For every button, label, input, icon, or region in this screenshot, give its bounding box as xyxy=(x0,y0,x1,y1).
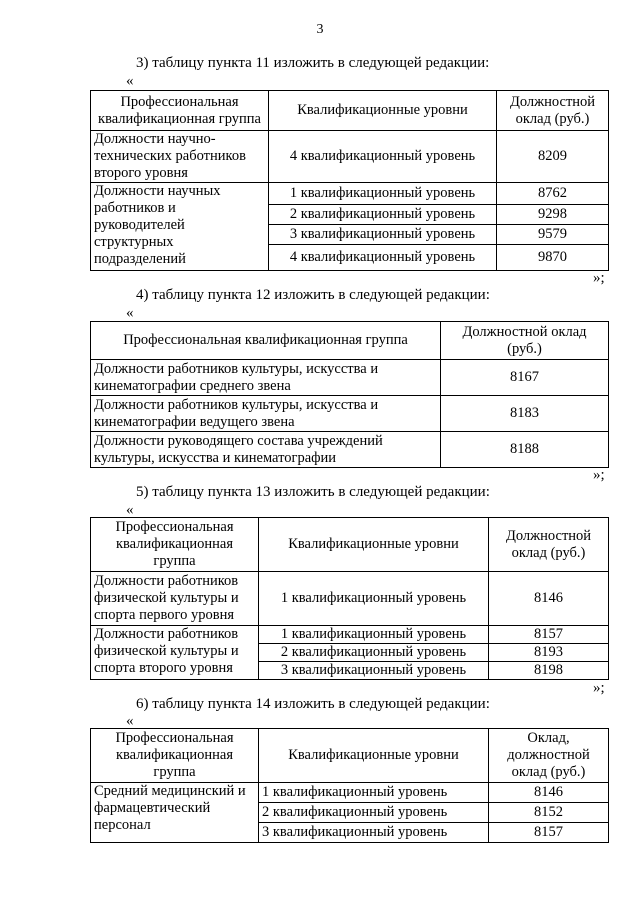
header-levels: Квалификационные уровни xyxy=(269,91,497,131)
header-group: Профессиональная квалификационная группа xyxy=(91,91,269,131)
table-header-row xyxy=(91,322,609,360)
table-row xyxy=(91,360,609,396)
salary-cell: 8157 xyxy=(489,823,609,843)
header-group: Профессиональная квалификационная группа xyxy=(91,729,259,783)
table-row xyxy=(91,183,609,205)
table-header-row xyxy=(91,91,609,131)
table-row xyxy=(91,626,609,644)
salary-cell: 8762 xyxy=(497,183,609,205)
open-quote: « xyxy=(126,713,134,729)
level-cell: 1 квалификационный уровень xyxy=(259,626,489,644)
group-name: Должности работников физической культуры и спорта первого уровня xyxy=(91,572,259,626)
group-name: Должности научно-технических работников второго уровня xyxy=(91,131,269,183)
header-salary: Должностной оклад (руб.) xyxy=(497,91,609,131)
level-cell: 3 квалификационный уровень xyxy=(269,225,497,245)
table-row xyxy=(91,432,609,468)
salary-cell: 9298 xyxy=(497,205,609,225)
group-name: Должности работников культуры, искусства и кинематографии ведущего звена xyxy=(91,396,441,432)
section-heading: 3) таблицу пункта 11 изложить в следующей редакции: xyxy=(136,55,490,71)
salary-cell: 8167 xyxy=(441,360,609,396)
group-name: Должности руководящего состава учреждений культуры, искусства и кинематографии xyxy=(91,432,441,468)
group-name: Должности работников физической культуры и спорта второго уровня xyxy=(91,626,259,680)
open-quote: « xyxy=(126,305,134,321)
table-header-row xyxy=(91,729,609,783)
level-cell: 3 квалификационный уровень xyxy=(259,662,489,680)
open-quote: « xyxy=(126,73,134,89)
table-section-3 xyxy=(90,90,609,271)
group-name: Должности работников культуры, искусства и кинематографии среднего звена xyxy=(91,360,441,396)
header-salary: Должностной оклад (руб.) xyxy=(489,518,609,572)
close-quote: »; xyxy=(593,270,605,286)
level-cell: 3 квалификационный уровень xyxy=(259,823,489,843)
table-row xyxy=(91,783,609,803)
header-salary: Оклад, должностной оклад (руб.) xyxy=(489,729,609,783)
table-section-4 xyxy=(90,321,609,468)
table-row xyxy=(91,572,609,626)
level-cell: 2 квалификационный уровень xyxy=(259,644,489,662)
salary-cell: 8209 xyxy=(497,131,609,183)
header-levels: Квалификационные уровни xyxy=(259,518,489,572)
open-quote: « xyxy=(126,502,134,518)
salary-cell: 8193 xyxy=(489,644,609,662)
group-name: Средний медицинский и фармацевтический персонал xyxy=(91,783,259,843)
salary-cell: 9870 xyxy=(497,245,609,271)
level-cell: 1 квалификационный уровень xyxy=(269,183,497,205)
table-section-6 xyxy=(90,728,609,843)
section-heading: 4) таблицу пункта 12 изложить в следующей редакции: xyxy=(136,287,490,303)
group-name: Должности научных работников и руководителей структурных подразделений xyxy=(91,183,269,271)
level-cell: 2 квалификационный уровень xyxy=(269,205,497,225)
table-section-5 xyxy=(90,517,609,680)
header-group: Профессиональная квалификационная группа xyxy=(91,518,259,572)
salary-cell: 8146 xyxy=(489,572,609,626)
salary-cell: 8152 xyxy=(489,803,609,823)
header-group: Профессиональная квалификационная группа xyxy=(91,322,441,360)
section-heading: 5) таблицу пункта 13 изложить в следующей редакции: xyxy=(136,484,490,500)
header-levels: Квалификационные уровни xyxy=(259,729,489,783)
salary-cell: 8198 xyxy=(489,662,609,680)
page-number: 3 xyxy=(316,22,324,37)
table-row xyxy=(91,131,609,183)
salary-cell: 8183 xyxy=(441,396,609,432)
table-row xyxy=(91,396,609,432)
header-salary: Должностной оклад (руб.) xyxy=(441,322,609,360)
level-cell: 2 квалификационный уровень xyxy=(259,803,489,823)
close-quote: »; xyxy=(593,467,605,483)
level-cell: 4 квалификационный уровень xyxy=(269,131,497,183)
salary-cell: 8146 xyxy=(489,783,609,803)
salary-cell: 9579 xyxy=(497,225,609,245)
level-cell: 4 квалификационный уровень xyxy=(269,245,497,271)
level-cell: 1 квалификационный уровень xyxy=(259,572,489,626)
section-heading: 6) таблицу пункта 14 изложить в следующей редакции: xyxy=(136,696,490,712)
salary-cell: 8188 xyxy=(441,432,609,468)
close-quote: »; xyxy=(593,680,605,696)
table-header-row xyxy=(91,518,609,572)
level-cell: 1 квалификационный уровень xyxy=(259,783,489,803)
salary-cell: 8157 xyxy=(489,626,609,644)
